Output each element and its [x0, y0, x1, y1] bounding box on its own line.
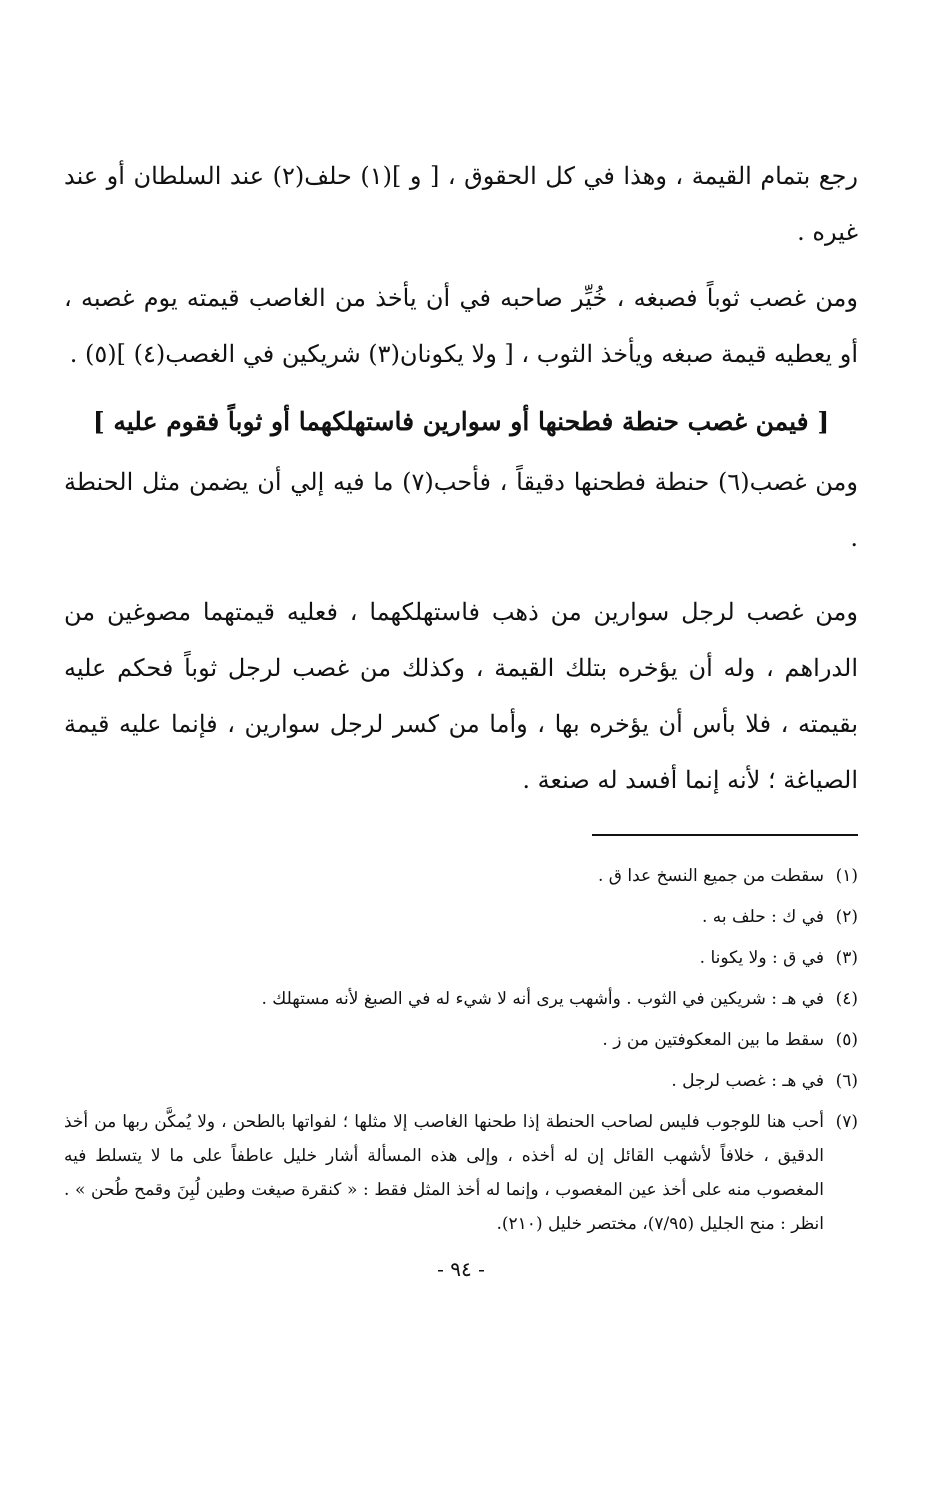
footnotes — [64, 856, 858, 1241]
footnote-text: في هـ : غصب لرجل . — [671, 1071, 824, 1091]
footnote-text: في هـ : شريكين في الثوب . وأشهب يرى أنه لا شيء له في الصبغ لأنه مستهلك . — [261, 989, 824, 1009]
footnote-number: (٢) — [835, 907, 858, 927]
paragraph-1: رجع بتمام القيمة ، وهذا في كل الحقوق ، [ و ](١) حلف(٢) عند السلطان أو عند غيره . — [64, 162, 859, 246]
footnote-7 — [64, 1102, 858, 1241]
footnote-number: (٣) — [835, 948, 858, 968]
footnote-3 — [64, 938, 858, 979]
footnote-text: سقطت من جميع النسخ عدا ق . — [597, 866, 824, 886]
footnote-number: (٤) — [835, 989, 858, 1009]
footnote-text: في ق : ولا يكونا . — [699, 948, 824, 968]
footnote-number: (٥) — [835, 1030, 858, 1050]
footnote-number: (١) — [835, 866, 858, 886]
footnote-number: (٦) — [835, 1071, 858, 1091]
footnote-1 — [64, 856, 858, 897]
footnote-text: سقط ما بين المعكوفتين من ز . — [602, 1030, 824, 1050]
section-heading: [ فيمن غصب حنطة فطحنها أو سوارين فاستهلكهما أو ثوباً فقوم عليه ] — [92, 407, 830, 436]
footnote-text: في ك : حلف به . — [701, 907, 824, 927]
footnote-5 — [64, 1020, 858, 1061]
footnote-6 — [64, 1061, 858, 1102]
paragraph-4: ومن غصب لرجل سوارين من ذهب فاستهلكهما ، فعليه قيمتهما مصوغين من الدراهم ، وله أن يؤخره بتلك القيمة ، وكذلك من غصب لرجل ثوباً فحكم عليه بقيمته ، فلا بأس أن يؤخره بها ، وأما من كسر لرجل سوارين ، فإنما عليه قيمة الصياغة ؛ لأنه إنما أفسد له صنعة . — [64, 598, 858, 794]
footnote-2 — [64, 897, 858, 938]
page-number: - ٩٤ - — [437, 1257, 485, 1281]
footnote-divider — [592, 834, 858, 836]
paragraph-3: ومن غصب(٦) حنطة فطحنها دقيقاً ، فأحب(٧) ما فيه إلي أن يضمن مثل الحنطة . — [64, 468, 858, 552]
footnote-text: أحب هنا للوجوب فليس لصاحب الحنطة إذا طحنها الغاصب إلا مثلها ؛ لفواتها بالطحن ، ولا يُمكَّن ربها من أخذ الدقيق ، خلافاً لأشهب القائل إن له أخذه ، وإلى هذه المسألة أشار خليل عاطفاً على ما لا يتسلط فيه المغصوب منه على أخذ عين المغصوب ، وإنما له أخذ المثل فقط : « كنقرة صيغت وطين لُبِنَ وقمح طُحن » . انظر : منح الجليل (٧/٩٥)، مختصر خليل (٢١٠). — [64, 1112, 824, 1234]
footnote-number: (٧) — [835, 1112, 858, 1132]
footnote-4 — [64, 979, 858, 1020]
paragraph-2: ومن غصب ثوباً فصبغه ، خُيِّر صاحبه في أن يأخذ من الغاصب قيمته يوم غصبه ، أو يعطيه قيمة صبغه ويأخذ الثوب ، [ ولا يكونان(٣) شريكين في الغصب(٤) ](٥) . — [64, 284, 858, 368]
